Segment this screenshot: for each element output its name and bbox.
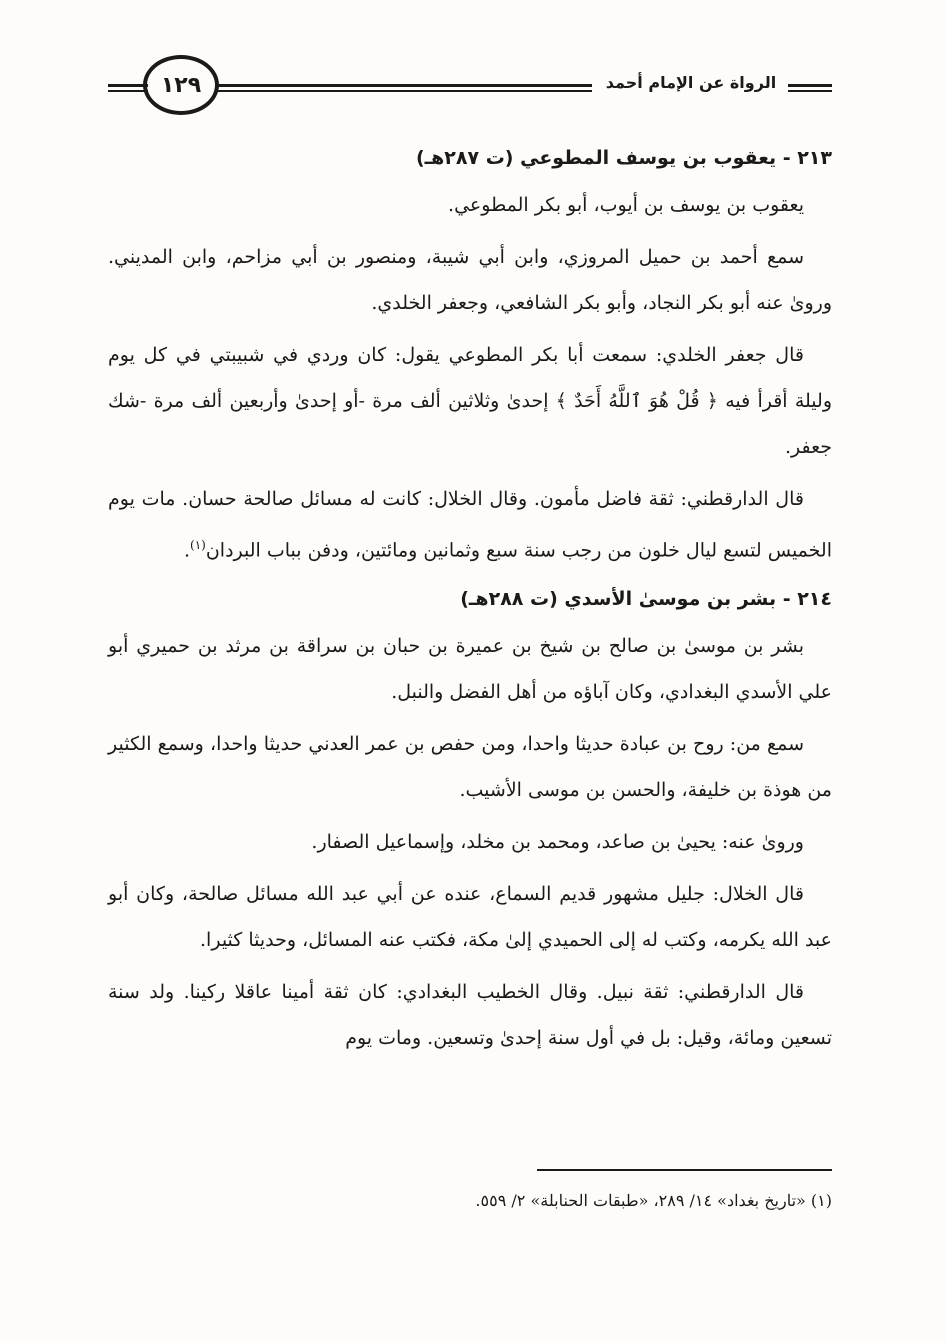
paragraph-text: قال الدارقطني: ثقة فاضل مأمون. وقال الخلال: كانت له مسائل صالحة حسان. مات يوم الخميس لتسع ليال خلون من رجب سنة سبع وثمانين ومائتين، ودفن بباب البردان (108, 488, 832, 562)
entry-paragraph: وروىٰ عنه: يحيىٰ بن صاعد، ومحمد بن مخلد، وإسماعيل الصفار. (311, 831, 804, 854)
entry-paragraph: بشر بن موسىٰ بن صالح بن شيخ بن عميرة بن حبان بن سراقة بن مرثد بن حميري أبو علي الأسدي البغدادي، وكان آباؤه من أهل الفضل والنبل. (108, 635, 832, 704)
entry-heading: ٢١٤ - بشر بن موسىٰ الأسدي (ت ٢٨٨هـ) (460, 588, 832, 611)
entry-paragraph: سمع من: روح بن عبادة حديثا واحدا، ومن حفص بن عمر العدني حديثا واحدا، وسمع الكثير من هوذة بن خليفة، والحسن بن موسى الأشيب. (108, 733, 832, 802)
header-rule-right (788, 84, 832, 93)
footnote: (١) «تاريخ بغداد» ١٤/ ٢٨٩، «طبقات الحنابلة» ٢/ ٥٥٩. (475, 1191, 832, 1210)
page-body (108, 138, 832, 1067)
footnote-reference[interactable]: (١) (190, 538, 206, 552)
entry-paragraph: قال الدارقطني: ثقة نبيل. وقال الخطيب البغدادي: كان ثقة أمينا عاقلا ركينا. ولد سنة تسعين ومائة، وقيل: بل في أول سنة إحدىٰ وتسعين. ومات يوم (108, 981, 832, 1050)
header-rule-middle (216, 84, 592, 93)
header-rule-left (108, 84, 148, 93)
entry-paragraph: قال الدارقطني: ثقة فاضل مأمون. وقال الخلال: كانت له مسائل صالحة حسان. مات يوم الخميس لتسع ليال خلون من رجب سنة سبع وثمانين ومائتين، ودفن بباب البردان$^{(١)}$. (108, 488, 832, 562)
entry-paragraph: سمع أحمد بن حميل المروزي، وابن أبي شيبة، ومنصور بن أبي مزاحم، وابن المديني. وروىٰ عنه أبو بكر النجاد، وأبو بكر الشافعي، وجعفر الخلدي. (108, 246, 832, 314)
entry-paragraph: قال جعفر الخلدي: سمعت أبا بكر المطوعي يقول: كان وردي في شبيبتي في كل يوم وليلة أقرأ فيه ﴿ قُلْ هُوَ ٱللَّهُ أَحَدٌ ﴾ إحدىٰ وثلاثين ألف مرة -أو إحدىٰ وأربعين ألف مرة -شك جعفر. (108, 344, 832, 458)
entry-paragraph: قال الخلال: جليل مشهور قديم السماع، عنده عن أبي عبد الله مسائل صالحة، وكان أبو عبد الله يكرمه، وكتب له إلى الحميدي إلىٰ مكة، فكتب عنه المسائل، وحديثا كثيرا. (108, 883, 832, 952)
page-number: ١٢٩ (143, 55, 219, 115)
running-title: الرواة عن الإمام أحمد (605, 73, 777, 92)
entry-heading: ٢١٣ - يعقوب بن يوسف المطوعي (ت ٢٨٧هـ) (415, 147, 832, 169)
entry-paragraph: يعقوب بن يوسف بن أيوب، أبو بكر المطوعي. (448, 194, 804, 216)
footnote-divider (537, 1169, 832, 1171)
